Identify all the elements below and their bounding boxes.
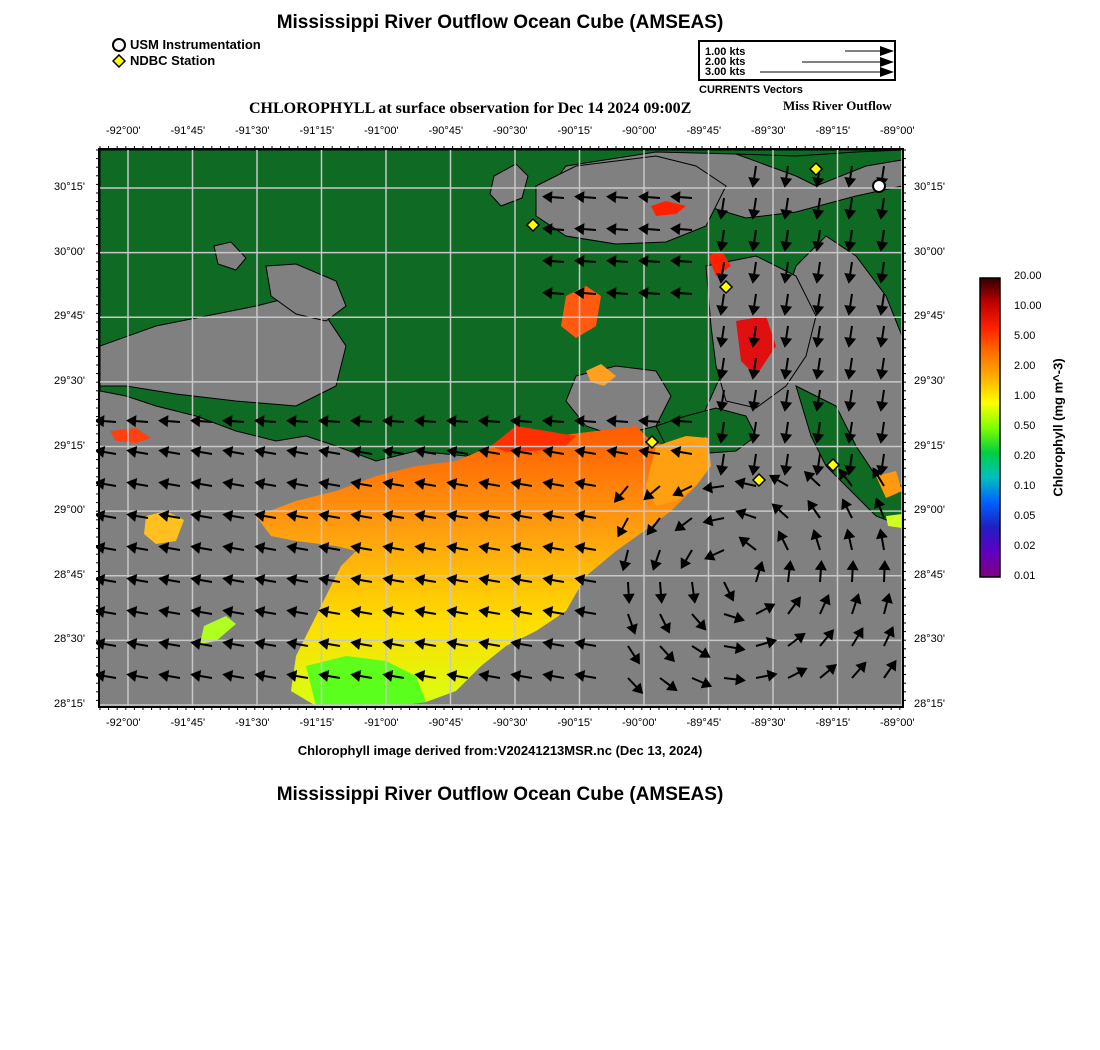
colorbar-tick-label: 20.00 xyxy=(1014,270,1042,282)
axis-tick-label: 29°45' xyxy=(54,310,85,323)
usm-legend-label: USM Instrumentation xyxy=(130,37,261,52)
page-title: Mississippi River Outflow Ocean Cube (AMSEAS) xyxy=(276,12,724,33)
axis-tick-label: -89°45' xyxy=(686,717,722,729)
axis-tick-label: 29°00' xyxy=(54,504,85,517)
axis-tick-label: -90°00' xyxy=(622,717,657,729)
colorbar-tick-label: 5.00 xyxy=(1014,330,1036,342)
map-subtitle: CHLOROPHYLL at surface observation for Dec 14 2024 09:00Z xyxy=(249,100,692,117)
axis-tick-label: 30°00' xyxy=(914,245,945,258)
axis-tick-label: -91°15' xyxy=(299,717,335,729)
axis-tick-label: -91°00' xyxy=(364,717,399,729)
axis-tick-label: 30°15' xyxy=(914,181,945,193)
axis-tick-label: 29°30' xyxy=(914,374,945,387)
axis-tick-label: -91°00' xyxy=(364,125,399,137)
colorbar-tick-label: 10.00 xyxy=(1014,300,1042,312)
axis-tick-label: 28°30' xyxy=(914,633,945,646)
ndbc-legend-label: NDBC Station xyxy=(130,53,216,68)
region-label: Miss River Outflow xyxy=(783,98,892,113)
axis-tick-label: -89°30' xyxy=(751,717,786,729)
vector-row-3: 3.00 kts xyxy=(705,66,746,78)
colorbar-tick-label: 0.20 xyxy=(1014,450,1036,462)
axis-tick-label: 28°15' xyxy=(54,698,85,710)
axis-tick-label: -90°15' xyxy=(557,125,593,137)
colorbar-tick-label: 0.02 xyxy=(1014,540,1036,552)
chlorophyll-east-2 xyxy=(886,514,902,528)
axis-tick-label: -91°15' xyxy=(299,125,335,137)
colorbar-title: Chlorophyll (mg m^-3) xyxy=(1050,358,1066,497)
colorbar-tick-label: 1.00 xyxy=(1014,390,1036,402)
axis-tick-label: -90°45' xyxy=(428,125,464,137)
axis-tick-label: -92°00' xyxy=(106,717,141,729)
axis-tick-label: -89°00' xyxy=(880,125,915,137)
usm-circle-icon xyxy=(112,38,126,52)
axis-tick-label: 30°15' xyxy=(54,181,85,193)
colorbar-tick-label: 0.05 xyxy=(1014,510,1036,522)
axis-tick-label: 29°15' xyxy=(54,439,85,452)
chlorophyll-map xyxy=(96,146,906,710)
axis-tick-label: -91°45' xyxy=(170,717,206,729)
axis-tick-label: -89°30' xyxy=(751,125,786,137)
vector-legend-caption: CURRENTS Vectors xyxy=(699,84,803,96)
axis-tick-label: -90°30' xyxy=(493,717,528,729)
axis-tick-label: -89°15' xyxy=(815,717,851,729)
usm-station-marker xyxy=(873,180,885,192)
axis-tick-label: -90°00' xyxy=(622,125,657,137)
ndbc-diamond-icon xyxy=(112,54,126,68)
axis-tick-label: 28°45' xyxy=(914,568,945,581)
axis-tick-label: -91°30' xyxy=(235,125,270,137)
axis-tick-label: 29°30' xyxy=(54,374,85,387)
colorbar-tick-label: 0.10 xyxy=(1014,480,1036,492)
vector-arrows-icon xyxy=(700,42,896,81)
axis-tick-label: 29°45' xyxy=(914,310,945,323)
axis-tick-label: 28°45' xyxy=(54,568,85,581)
axis-tick-label: -89°15' xyxy=(815,125,851,137)
axis-tick-label: -89°00' xyxy=(880,717,915,729)
axis-tick-label: -91°30' xyxy=(235,717,270,729)
axis-tick-label: -89°45' xyxy=(686,125,722,137)
page-title-bottom: Mississippi River Outflow Ocean Cube (AMSEAS) xyxy=(276,784,724,805)
colorbar-tick-label: 0.50 xyxy=(1014,420,1036,432)
axis-tick-label: -90°45' xyxy=(428,717,464,729)
axis-tick-label: 29°15' xyxy=(914,439,945,452)
axis-tick-label: 30°00' xyxy=(54,245,85,258)
image-source-caption: Chlorophyll image derived from:V20241213MSR.nc (Dec 13, 2024) xyxy=(297,743,703,758)
axis-tick-label: -92°00' xyxy=(106,125,141,137)
colorbar-tick-label: 2.00 xyxy=(1014,360,1036,372)
vector-row-1: 1.00 kts xyxy=(705,46,746,58)
axis-tick-label: -90°30' xyxy=(493,125,528,137)
chlorophyll-colorbar xyxy=(978,276,1004,580)
axis-tick-label: 28°30' xyxy=(54,633,85,646)
axis-tick-label: 29°00' xyxy=(914,504,945,517)
colorbar-tick-label: 0.01 xyxy=(1014,570,1036,582)
axis-tick-label: -90°15' xyxy=(557,717,593,729)
axis-tick-label: 28°15' xyxy=(914,698,945,710)
axis-tick-label: -91°45' xyxy=(170,125,206,137)
vector-legend xyxy=(698,40,896,81)
vector-row-2: 2.00 kts xyxy=(705,56,746,68)
